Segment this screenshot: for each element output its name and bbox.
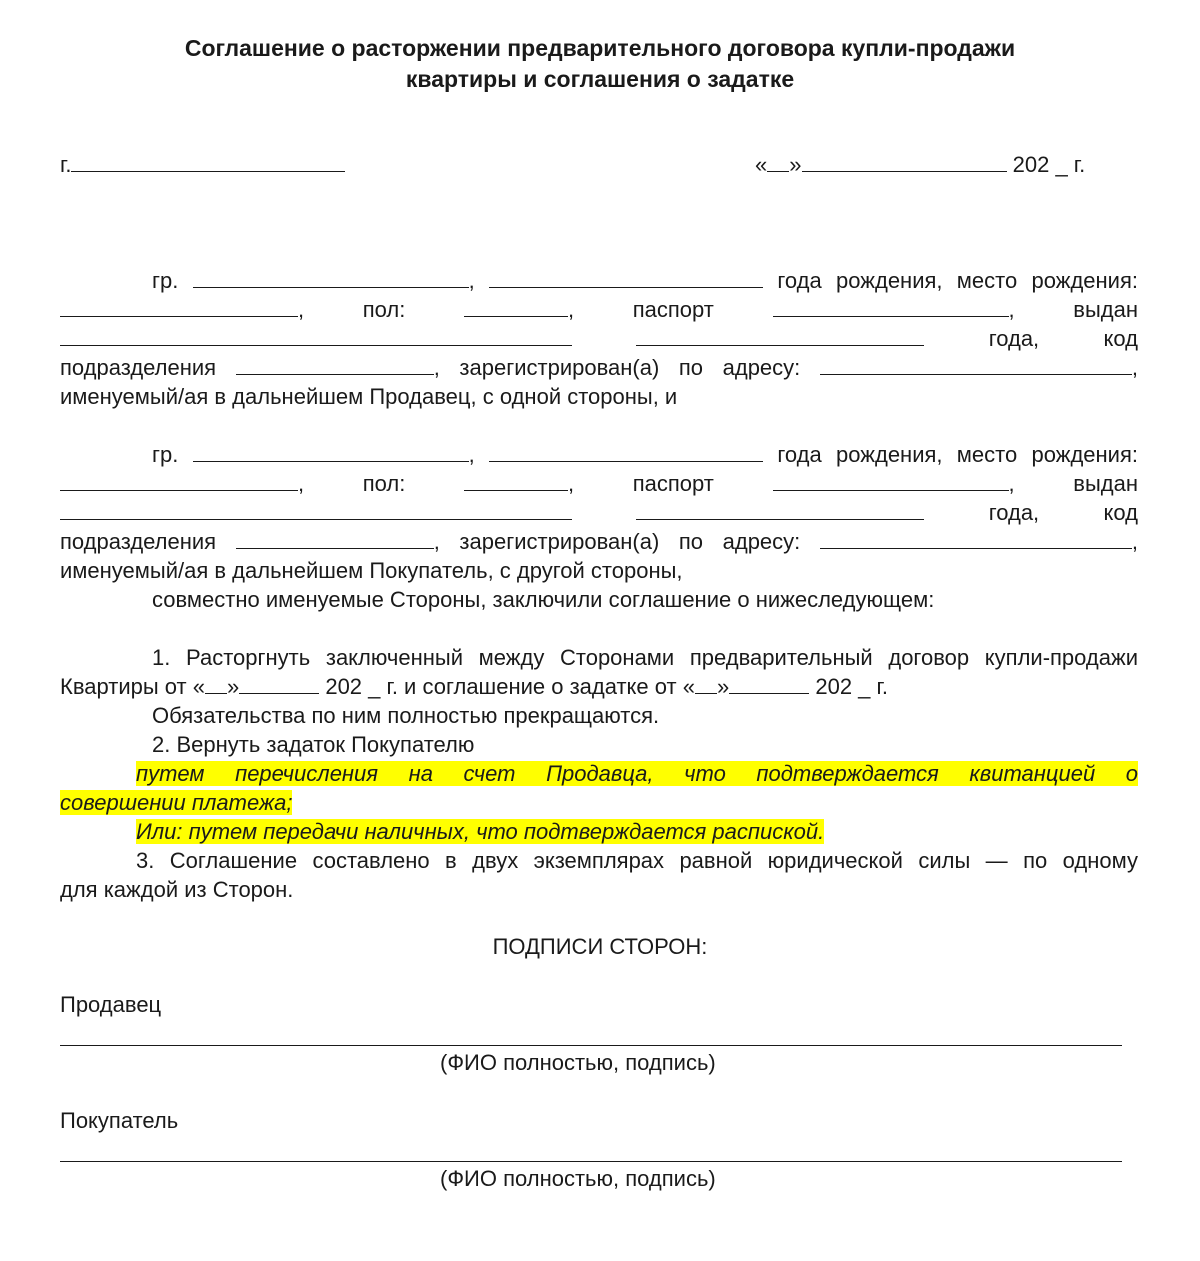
sex-label: пол:: [362, 471, 406, 496]
seller-line-3: [60, 324, 1138, 353]
passport-label: паспорт: [632, 297, 714, 322]
contract-month-blank[interactable]: [239, 673, 319, 694]
buyer-signature-line[interactable]: [60, 1161, 1122, 1162]
signatures-heading: ПОДПИСИ СТОРОН:: [492, 934, 708, 959]
seller-named: именуемый/ая в дальнейшем Продавец, с одной стороны, и: [60, 384, 678, 409]
birth-label: года рождения, место рождения:: [777, 268, 1138, 293]
together-text: совместно именуемые Стороны, заключили соглашение о нижеследующем:: [152, 587, 935, 612]
issued-label: выдан: [1073, 297, 1138, 322]
gr-label: гр.: [152, 268, 179, 293]
passport-label: паспорт: [632, 471, 714, 496]
seller-birthplace-blank[interactable]: ,: [60, 297, 304, 322]
seller-passport-blank[interactable]: ,: [773, 297, 1015, 322]
buyer-name-blank[interactable]: ,: [193, 442, 475, 467]
registered-label: зарегистрирован(а) по адресу:: [459, 529, 801, 554]
clause-3-line-2: для каждой из Сторон.: [60, 877, 294, 902]
buyer-issued-date-blank[interactable]: [636, 499, 924, 520]
contract-day-blank[interactable]: [205, 673, 227, 694]
date-close-quote: »: [789, 152, 802, 177]
buyer-passport-blank[interactable]: ,: [773, 471, 1015, 496]
doc-title-line1: Соглашение о расторжении предварительного договора купли-продажи: [184, 35, 1016, 61]
city-blank[interactable]: [71, 151, 345, 172]
deposit-day-blank[interactable]: [695, 673, 717, 694]
date-open-quote: «: [755, 152, 768, 177]
seller-label: Продавец: [60, 992, 162, 1017]
buyer-birthdate-blank[interactable]: [489, 441, 763, 462]
code-label: код: [1103, 326, 1138, 351]
day-blank[interactable]: [767, 151, 789, 172]
seller-sex-blank[interactable]: ,: [464, 297, 574, 322]
doc-title-line2: квартиры и соглашения о задатке: [405, 66, 795, 92]
clause-2-option-1-line-2: [60, 788, 292, 817]
quote: »: [226, 674, 240, 699]
deposit-month-blank[interactable]: [729, 673, 809, 694]
clause-2-option-2: [136, 817, 824, 846]
seller-line-2: [60, 295, 1138, 324]
seller-division-blank[interactable]: ,: [236, 355, 440, 380]
seller-address-blank[interactable]: ,: [820, 355, 1138, 380]
seller-name-blank[interactable]: ,: [193, 268, 475, 293]
city-label: г.: [60, 152, 72, 177]
buyer-line-2: [60, 469, 1138, 498]
code-label: код: [1103, 500, 1138, 525]
seller-signature-line[interactable]: [60, 1045, 1122, 1046]
seller-line-4: [60, 353, 1138, 382]
clause-1-line-1: 1. Расторгнуть заключенный между Сторонами предварительный договор купли-продажи: [152, 645, 1138, 670]
gr-label: гр.: [152, 442, 179, 467]
buyer-line-3: [60, 498, 1138, 527]
buyer-address-blank[interactable]: ,: [820, 529, 1138, 554]
month-blank[interactable]: [802, 151, 1007, 172]
issued-label: выдан: [1073, 471, 1138, 496]
division-label: подразделения: [60, 529, 217, 554]
birth-label: года рождения, место рождения:: [777, 442, 1138, 467]
clause-1-line-3: Обязательства по ним полностью прекращаются.: [152, 703, 660, 728]
clause-3-line-1: 3. Соглашение составлено в двух экземплярах равной юридической силы — по одному: [136, 848, 1138, 873]
date-field[interactable]: [755, 150, 1085, 179]
clause-1-line-2: [60, 672, 888, 701]
seller-issued-date-blank[interactable]: [636, 325, 924, 346]
seller-birthdate-blank[interactable]: [489, 267, 763, 288]
clause-1-year-2: 202 _ г.: [815, 674, 888, 699]
buyer-issued-by-blank[interactable]: [60, 499, 572, 520]
seller-line-1: [60, 266, 1138, 295]
buyer-label: Покупатель: [60, 1108, 179, 1133]
buyer-named: именуемый/ая в дальнейшем Покупатель, с другой стороны,: [60, 558, 683, 583]
option-2-text: Или: путем передачи наличных, что подтверждается распиской.: [136, 819, 825, 844]
division-label: подразделения: [60, 355, 217, 380]
registered-label: зарегистрирован(а) по адресу:: [459, 355, 801, 380]
seller-signature-caption: (ФИО полностью, подпись): [440, 1050, 716, 1075]
option-1-text-end: совершении платежа;: [60, 790, 293, 815]
buyer-signature-caption: (ФИО полностью, подпись): [440, 1166, 716, 1191]
option-1-text: путем перечисления на счет Продавца, что подтверждается квитанцией о: [136, 761, 1138, 786]
city-field[interactable]: [60, 150, 345, 179]
quote: »: [716, 674, 730, 699]
year-label: года,: [988, 500, 1040, 525]
buyer-division-blank[interactable]: ,: [236, 529, 440, 554]
clause-2-line-1: 2. Вернуть задаток Покупателю: [152, 732, 475, 757]
sex-label: пол:: [362, 297, 406, 322]
buyer-sex-blank[interactable]: ,: [464, 471, 574, 496]
buyer-line-4: [60, 527, 1138, 556]
seller-issued-by-blank[interactable]: [60, 325, 572, 346]
year-label: года,: [988, 326, 1040, 351]
clause-2-option-1-line-1: [60, 759, 1138, 788]
clause-1-flat-text: Квартиры от «: [60, 674, 205, 699]
buyer-birthplace-blank[interactable]: ,: [60, 471, 304, 496]
date-year: 202 _ г.: [1012, 152, 1086, 177]
clause-1-middle-text: 202 _ г. и соглашение о задатке от «: [325, 674, 695, 699]
buyer-line-1: [60, 440, 1138, 469]
